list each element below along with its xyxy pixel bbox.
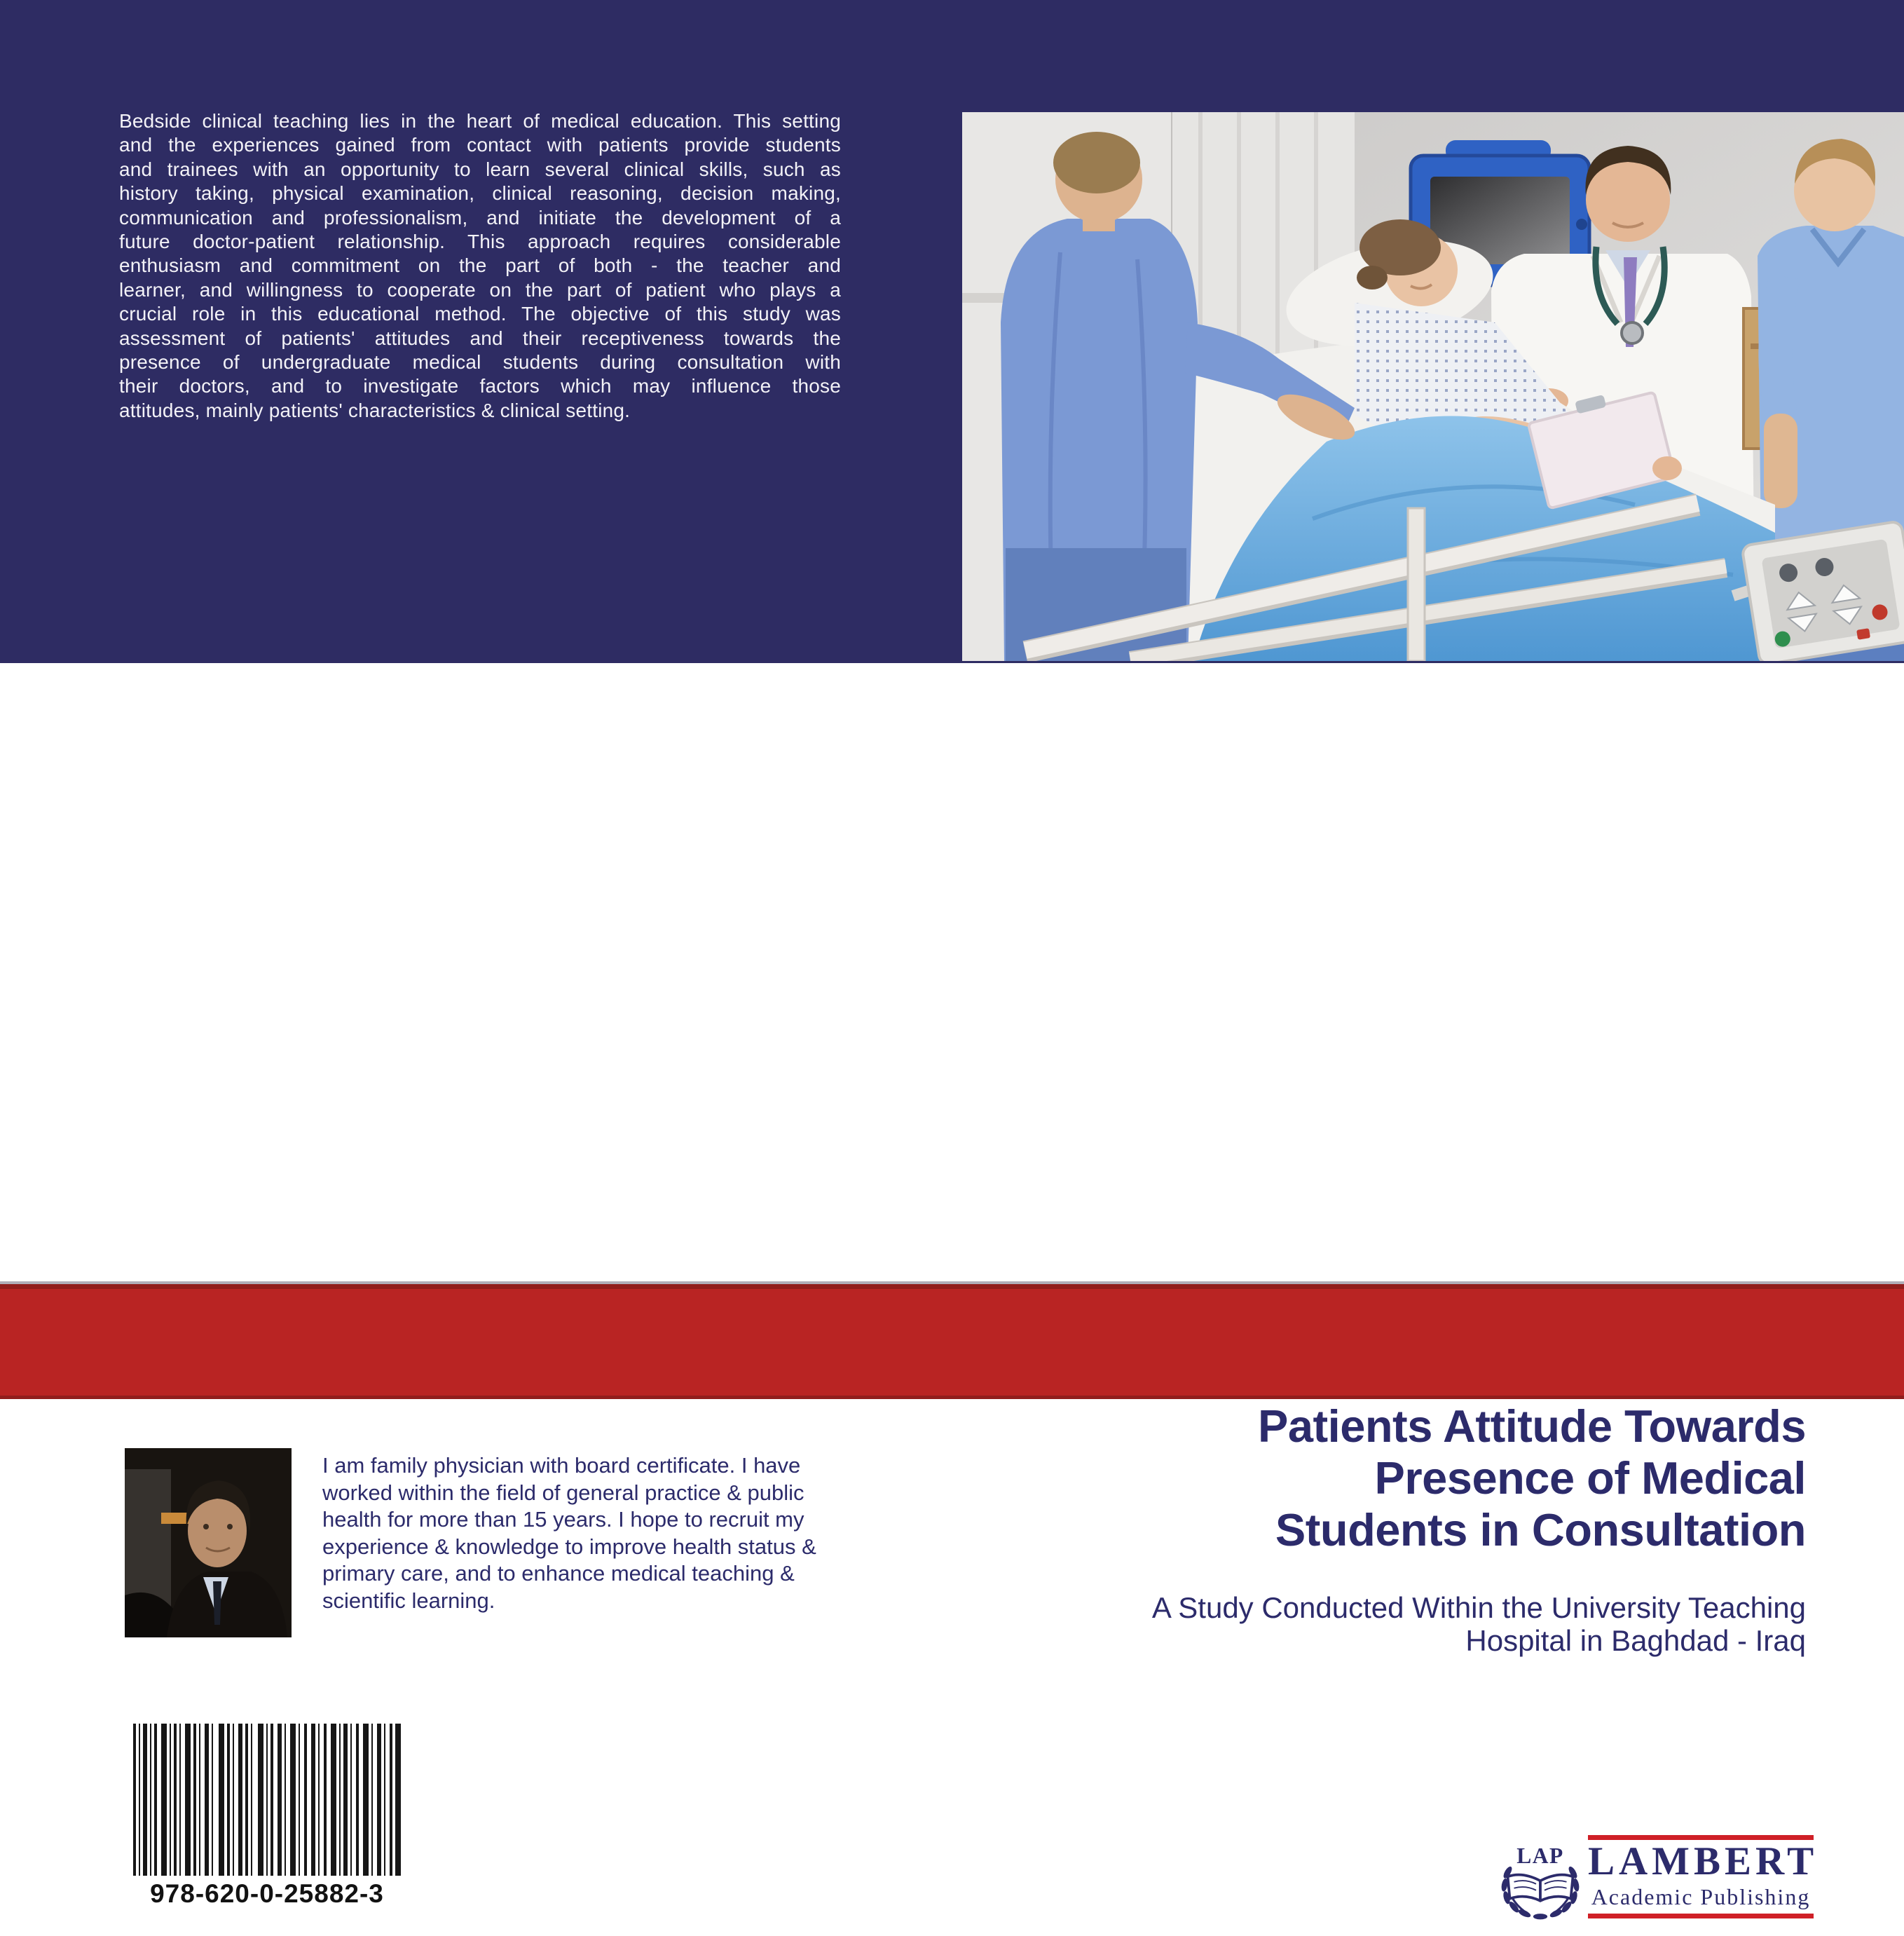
subtitle-line: A Study Conducted Within the University Teaching — [1151, 1591, 1806, 1624]
bio-line: health for more than 15 years. I hope to recruit my — [322, 1507, 804, 1532]
isbn-number: 978-620-0-25882-3 — [150, 1879, 384, 1908]
abstract-line: and trainees with an opportunity to learn several clinical skills, such as — [119, 158, 841, 180]
bio-line: experience & knowledge to improve health status & — [322, 1534, 816, 1559]
abstract-line: enthusiasm and commitment on the part of both - the teacher and — [119, 254, 841, 277]
hospital-scene-photo — [962, 112, 1904, 661]
author-portrait-photo — [125, 1448, 292, 1637]
abstract-line: their doctors, and to investigate factors which may influence those — [119, 375, 841, 397]
bio-line: worked within the field of general practice & public — [322, 1480, 804, 1505]
publisher-wordmark — [1588, 1835, 1819, 1918]
abstract-line: assessment of patients' attitudes and their receptiveness towards the — [119, 327, 841, 349]
abstract-line: learner, and willingness to cooperate on the part of patient who plays a — [119, 278, 841, 301]
lap-emblem-text: LAP — [1516, 1843, 1564, 1868]
wordmark-top-rule — [1588, 1835, 1814, 1840]
book-subtitle — [1152, 1591, 1806, 1657]
publisher-tagline: Academic Publishing — [1591, 1884, 1811, 1909]
title-line: Presence of Medical — [1374, 1452, 1806, 1504]
barcode — [133, 1724, 401, 1876]
abstract-line: future doctor-patient relationship. This approach requires considerable — [119, 231, 841, 253]
publisher-name: LAMBERT — [1588, 1839, 1819, 1883]
bio-line: I am family physician with board certificate. I have — [322, 1453, 801, 1478]
abstract-line: and the experiences gained from contact with patients provide students — [119, 134, 841, 156]
title-line: Patients Attitude Towards — [1257, 1400, 1806, 1452]
lap-book-laurel-emblem — [1498, 1828, 1582, 1930]
abstract-line: history taking, physical examination, clinical reasoning, decision making, — [119, 182, 841, 205]
top-navy-panel — [0, 0, 1904, 663]
lower-white-panel — [0, 663, 1904, 1909]
subtitle-line: Hospital in Baghdad - Iraq — [1465, 1624, 1806, 1657]
author-bio — [322, 1452, 816, 1614]
abstract-line: attitudes, mainly patients' characteristics & clinical setting. — [119, 399, 631, 421]
publisher-logo — [1498, 1824, 1819, 1936]
bio-line: primary care, and to enhance medical teaching & — [322, 1561, 795, 1586]
abstract-line: communication and professionalism, and initiate the development of a — [119, 206, 841, 229]
abstract-text — [119, 109, 841, 423]
abstract-line: Bedside clinical teaching lies in the heart of medical education. This setting — [119, 110, 841, 132]
abstract-line: presence of undergraduate medical students during consultation with — [119, 351, 841, 374]
isbn-barcode-block — [133, 1724, 401, 1909]
abstract-line: crucial role in this educational method. The objective of this study was — [119, 303, 841, 325]
book-title — [1258, 1400, 1806, 1556]
bio-line: scientific learning. — [322, 1588, 495, 1613]
wordmark-bottom-rule — [1588, 1914, 1814, 1918]
bottom-red-bar — [0, 1281, 1904, 1399]
title-line: Students in Consultation — [1275, 1504, 1806, 1555]
